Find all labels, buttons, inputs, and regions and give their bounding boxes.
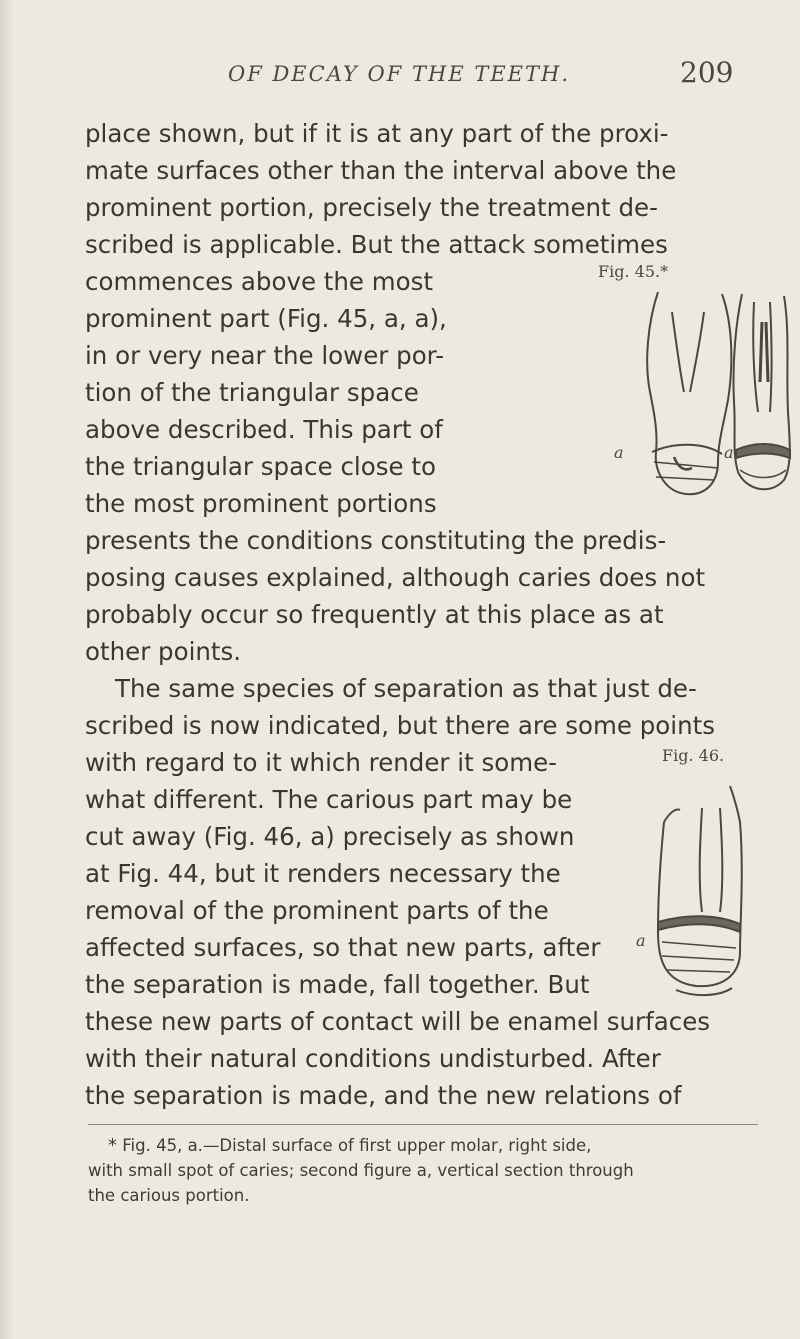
text-line: presents the conditions constituting the predis- (85, 526, 667, 555)
footnote-marker: * (108, 1135, 117, 1156)
text-line: the triangular space close to (85, 452, 436, 481)
text-line: place shown, but if it is at any part of the proxi- (85, 119, 669, 148)
text-line: probably occur so frequently at this place as at (85, 600, 664, 629)
text-line: The same species of separation as that just de- (115, 674, 697, 703)
footnote-rule (88, 1124, 758, 1125)
footnote-line-1 (108, 1133, 591, 1158)
figure-46-caption: Fig. 46. (662, 746, 725, 765)
footnote-line-2: with small spot of caries; second figure a, vertical section through (88, 1161, 634, 1180)
text-line: other points. (85, 637, 242, 666)
text-line: mate surfaces other than the interval above the (85, 156, 677, 185)
text-line: what different. The carious part may be (85, 785, 573, 814)
figure-45-marker-a-left: a (614, 443, 624, 462)
page-gutter-shadow (0, 0, 14, 1339)
text-line: with regard to it which render it some- (85, 748, 558, 777)
figure-46-marker-a: a (636, 931, 646, 950)
page-number: 209 (680, 56, 734, 89)
text-line: cut away (Fig. 46, a) precisely as shown (85, 822, 575, 851)
text-line: scribed is now indicated, but there are some points (85, 711, 715, 740)
text-line: removal of the prominent parts of the (85, 896, 549, 925)
text-line: prominent part (Fig. 45, a, a), (85, 304, 447, 333)
text-line: the most prominent portions (85, 489, 437, 518)
text-line: the separation is made, fall together. But (85, 970, 590, 999)
text-line: commences above the most (85, 267, 434, 296)
text-line: at Fig. 44, but it renders necessary the (85, 859, 561, 888)
text-line: the separation is made, and the new relations of (85, 1081, 682, 1110)
footnote-text: Fig. 45, a.—Distal surface of first upper molar, right side, (122, 1136, 592, 1155)
text-line: above described. This part of (85, 415, 443, 444)
text-line: in or very near the lower por- (85, 341, 445, 370)
figure-45-illustration (614, 282, 794, 512)
running-head (0, 56, 800, 96)
figure-45-caption: Fig. 45.* (598, 262, 669, 281)
text-line: scribed is applicable. But the attack sometimes (85, 230, 668, 259)
text-line: posing causes explained, although caries does not (85, 563, 706, 592)
text-line: with their natural conditions undisturbed. After (85, 1044, 661, 1073)
text-line: prominent portion, precisely the treatment de- (85, 193, 658, 222)
figure-46-illustration (636, 772, 756, 1012)
text-line: tion of the triangular space (85, 378, 419, 407)
figure-45-marker-a-right: a (724, 443, 734, 462)
text-line: affected surfaces, so that new parts, after (85, 933, 601, 962)
text-line: these new parts of contact will be enamel surfaces (85, 1007, 711, 1036)
running-head-title: OF DECAY OF THE TEETH. (228, 62, 570, 86)
footnote-line-3: the carious portion. (88, 1186, 250, 1205)
